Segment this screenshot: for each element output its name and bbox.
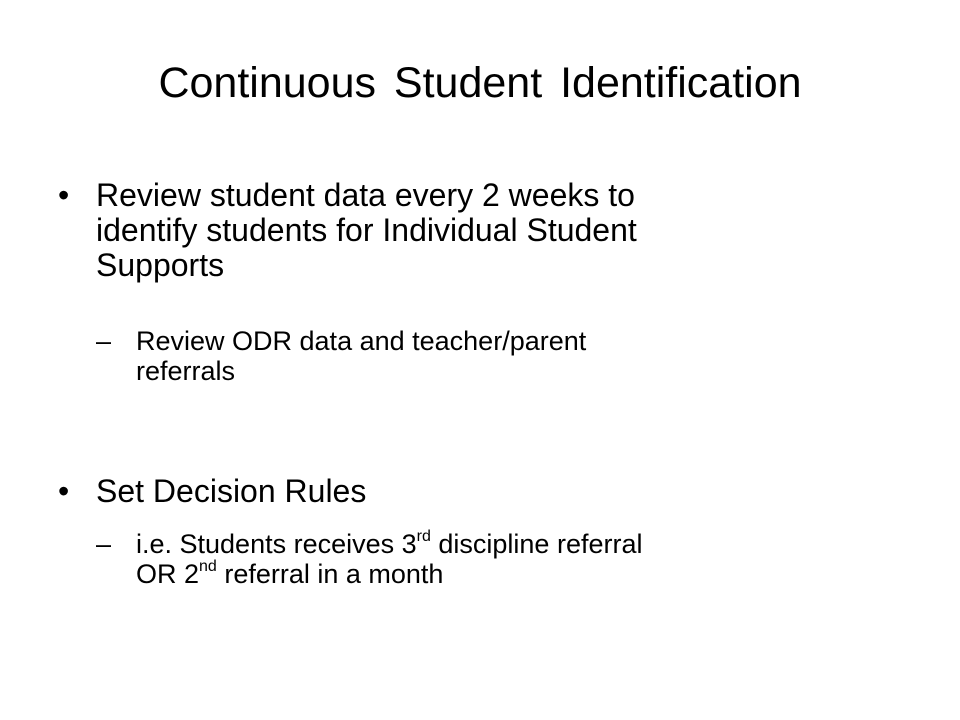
bullet-line: Set Decision Rules (96, 473, 367, 509)
rule-text-part: i.e. Students receives 3 (136, 529, 417, 559)
sub-bullet-line (136, 559, 876, 589)
ordinal-suffix: rd (416, 528, 431, 545)
bullet-line: Supports (96, 247, 225, 283)
bullet-line: Review student data every 2 weeks to (96, 177, 635, 213)
slide-title: Continuous Student Identification (158, 59, 802, 107)
bullet-text (96, 474, 856, 509)
sub-bullet-line (136, 529, 876, 559)
bullet-marker: • (58, 177, 70, 213)
rule-text-part: discipline referral (430, 529, 643, 559)
sub-bullet-line: referrals (136, 356, 236, 386)
bullet-text (96, 178, 856, 283)
sub-bullet-line: Review ODR data and teacher/parent (136, 326, 587, 356)
sub-bullet-marker: – (96, 326, 112, 356)
bullet-marker: • (58, 473, 70, 509)
sub-bullet-marker: – (96, 529, 112, 559)
sub-bullet-text (136, 529, 876, 589)
ordinal-suffix: nd (199, 558, 217, 575)
rule-text-part: referral in a month (216, 559, 444, 589)
bullet-line: identify students for Individual Student (96, 212, 637, 248)
sub-bullet-text (136, 326, 876, 386)
rule-text-part: OR 2 (136, 559, 200, 589)
